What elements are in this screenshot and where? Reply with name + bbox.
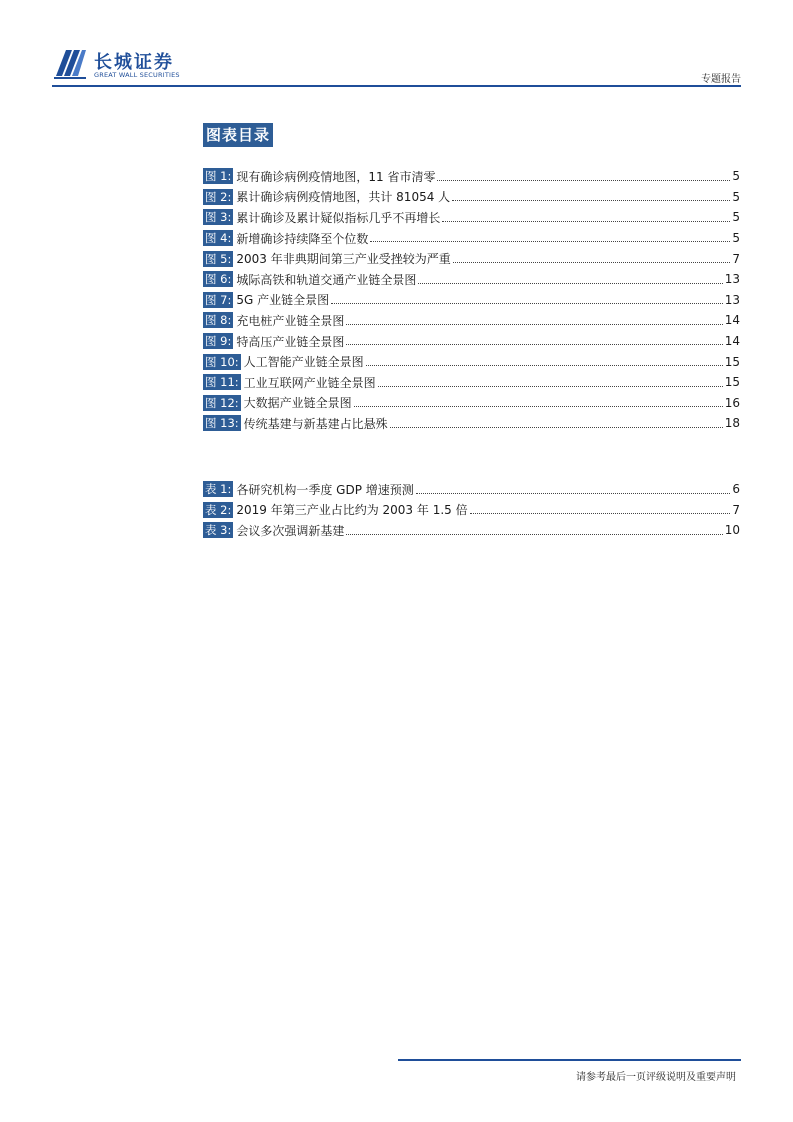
toc-entry-title: 累计确诊及累计疑似指标几乎不再增长 bbox=[236, 210, 441, 225]
toc-entry-label: 图 6: bbox=[205, 272, 232, 287]
toc-entry-title: 累计确诊病例疫情地图，共计 81054 人 bbox=[236, 190, 451, 205]
toc-entry-page: 13 bbox=[724, 272, 740, 287]
dot-leader bbox=[442, 220, 730, 222]
brand-name-en: GREAT WALL SECURITIES bbox=[94, 71, 180, 79]
toc-entry[interactable] bbox=[203, 393, 740, 414]
toc-entry-title: 2003 年非典期间第三产业受挫较为严重 bbox=[236, 252, 451, 267]
toc-entry[interactable] bbox=[203, 207, 740, 228]
report-type: 专题报告 bbox=[701, 74, 741, 85]
dot-leader bbox=[346, 323, 722, 325]
toc-entry[interactable] bbox=[203, 331, 740, 352]
great-wall-logo-icon bbox=[52, 46, 88, 82]
toc-entry-title: 2019 年第三产业占比约为 2003 年 1.5 倍 bbox=[236, 503, 468, 518]
dot-leader bbox=[390, 426, 723, 428]
toc-entry[interactable] bbox=[203, 310, 740, 331]
toc-entry-label: 图 11: bbox=[205, 375, 239, 390]
toc-entry-label: 图 4: bbox=[205, 231, 232, 246]
toc-entry-title: 充电桩产业链全景图 bbox=[236, 313, 345, 328]
toc-entry-page: 6 bbox=[732, 482, 740, 497]
toc-entry-page: 13 bbox=[724, 292, 740, 307]
dot-leader bbox=[366, 364, 723, 366]
toc-entry-page: 15 bbox=[724, 375, 740, 390]
dot-leader bbox=[346, 533, 722, 535]
brand-name-cn: 长城证券 bbox=[94, 52, 174, 73]
toc-entry-label: 图 7: bbox=[205, 292, 232, 307]
toc-entry[interactable] bbox=[203, 413, 740, 434]
toc-entry-title: 会议多次强调新基建 bbox=[236, 523, 345, 538]
toc-entry[interactable] bbox=[203, 166, 740, 187]
toc-entry-page: 5 bbox=[732, 189, 740, 204]
toc-title: 图表目录 bbox=[203, 123, 273, 147]
toc-entry-page: 7 bbox=[732, 502, 740, 517]
toc-entry-label: 图 12: bbox=[205, 395, 239, 410]
toc-entry[interactable] bbox=[203, 479, 740, 500]
toc-entry[interactable] bbox=[203, 290, 740, 311]
toc-entry-label: 图 2: bbox=[205, 189, 232, 204]
toc-entry-title: 大数据产业链全景图 bbox=[243, 396, 352, 411]
dot-leader bbox=[416, 492, 731, 494]
toc-entry-page: 15 bbox=[724, 354, 740, 369]
tables-list bbox=[203, 479, 740, 541]
toc-entry[interactable] bbox=[203, 372, 740, 393]
dot-leader bbox=[437, 179, 730, 181]
toc-entry-label: 图 1: bbox=[205, 169, 232, 184]
toc-entry-page: 14 bbox=[724, 313, 740, 328]
toc-entry-page: 5 bbox=[732, 169, 740, 184]
toc-entry-page: 7 bbox=[732, 251, 740, 266]
dot-leader bbox=[418, 282, 722, 284]
toc-entry[interactable] bbox=[203, 248, 740, 269]
disclaimer-note: 请参考最后一页评级说明及重要声明 bbox=[576, 1072, 736, 1083]
toc-entry-label: 表 3: bbox=[205, 523, 232, 538]
dot-leader bbox=[346, 343, 722, 345]
toc-entry-title: 传统基建与新基建占比悬殊 bbox=[243, 416, 388, 431]
dot-leader bbox=[453, 261, 731, 263]
toc-entry-label: 表 1: bbox=[205, 482, 232, 497]
header-divider bbox=[52, 85, 741, 87]
toc-entry-title: 5G 产业链全景图 bbox=[236, 293, 330, 308]
toc-entry-label: 图 8: bbox=[205, 313, 232, 328]
footer-divider bbox=[398, 1059, 741, 1061]
dot-leader bbox=[331, 302, 723, 304]
toc-entry-title: 城际高铁和轨道交通产业链全景图 bbox=[236, 272, 417, 287]
toc-entry-label: 图 13: bbox=[205, 416, 239, 431]
toc-entry-title: 现有确诊病例疫情地图，11 省市清零 bbox=[236, 169, 436, 184]
toc-entry-title: 各研究机构一季度 GDP 增速预测 bbox=[236, 482, 414, 497]
toc-entry[interactable] bbox=[203, 228, 740, 249]
toc-entry-page: 18 bbox=[724, 416, 740, 431]
dot-leader bbox=[354, 405, 723, 407]
figures-list bbox=[203, 166, 740, 434]
toc-entry-label: 图 3: bbox=[205, 210, 232, 225]
company-logo bbox=[52, 46, 192, 86]
toc-entry[interactable] bbox=[203, 351, 740, 372]
toc-entry[interactable] bbox=[203, 269, 740, 290]
toc-entry-title: 人工智能产业链全景图 bbox=[243, 355, 364, 370]
toc-entry-page: 14 bbox=[724, 334, 740, 349]
dot-leader bbox=[370, 240, 730, 242]
toc-entry-label: 图 10: bbox=[205, 354, 239, 369]
toc-entry-label: 图 9: bbox=[205, 334, 232, 349]
toc-entry-label: 表 2: bbox=[205, 502, 232, 517]
dot-leader bbox=[452, 199, 730, 201]
dot-leader bbox=[378, 385, 723, 387]
dot-leader bbox=[470, 512, 731, 514]
toc-entry-page: 5 bbox=[732, 231, 740, 246]
toc-entry-title: 工业互联网产业链全景图 bbox=[243, 375, 376, 390]
toc-entry-title: 新增确诊持续降至个位数 bbox=[236, 231, 369, 246]
toc-entry[interactable] bbox=[203, 520, 740, 541]
toc-entry-page: 16 bbox=[724, 395, 740, 410]
toc-entry-page: 10 bbox=[724, 523, 740, 538]
toc-entry[interactable] bbox=[203, 187, 740, 208]
toc-entry-label: 图 5: bbox=[205, 251, 232, 266]
toc-entry-title: 特高压产业链全景图 bbox=[236, 334, 345, 349]
toc-entry[interactable] bbox=[203, 500, 740, 521]
toc-entry-page: 5 bbox=[732, 210, 740, 225]
